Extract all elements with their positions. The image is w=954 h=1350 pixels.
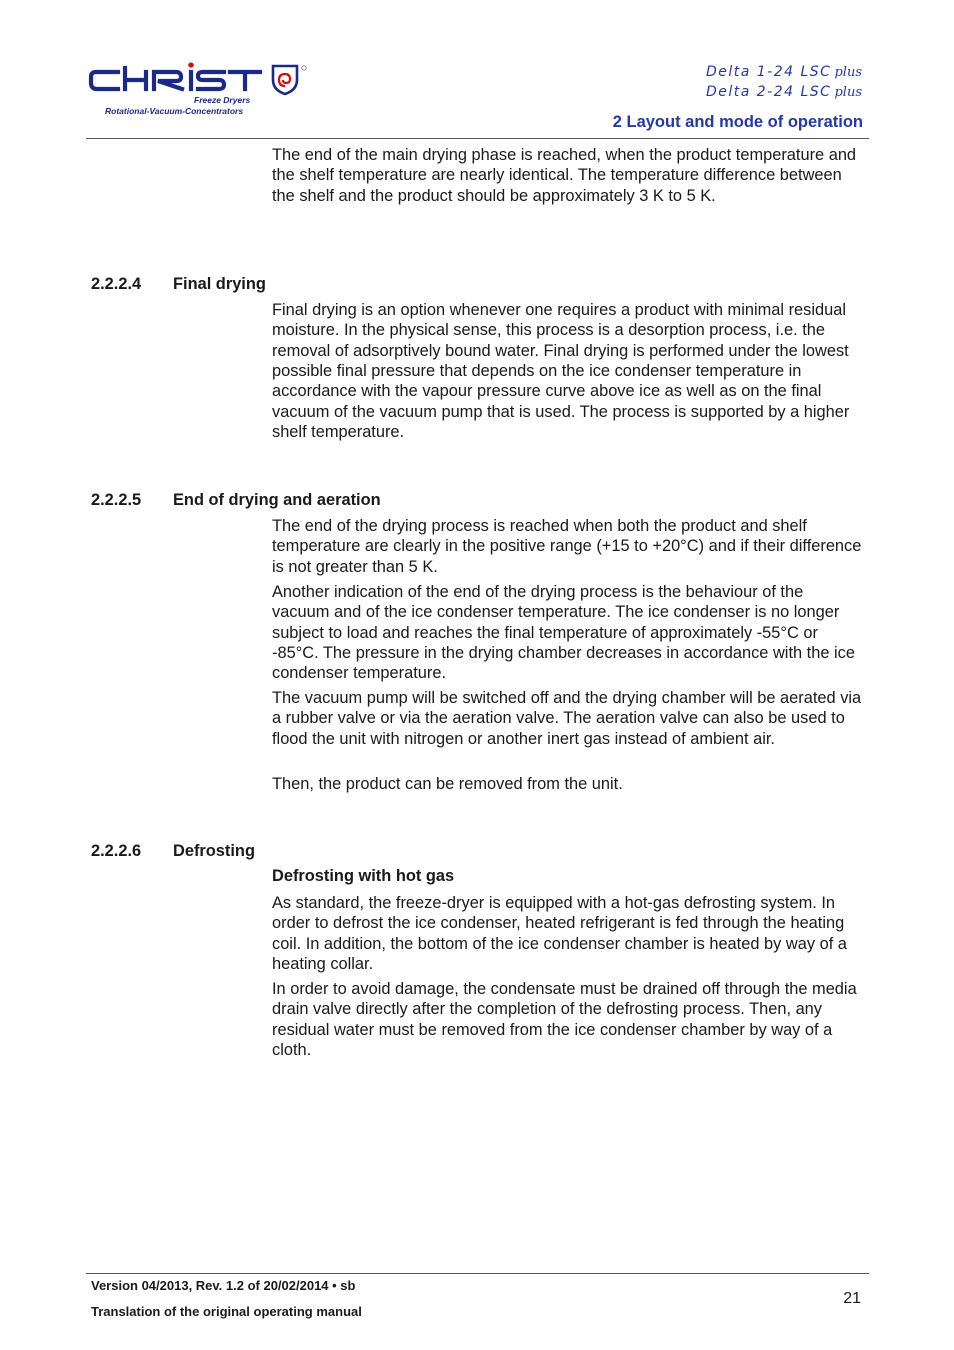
page-number: 21 (843, 1290, 861, 1307)
model-name-1-text: Delta 1-24 LSC (705, 64, 832, 80)
model-name-1 (706, 64, 862, 80)
logo-tagline-rvc: Rotational-Vacuum-Concentrators (105, 106, 244, 116)
section-number: 2.2.2.5 (91, 491, 142, 509)
paragraph-final-drying: Final drying is an option whenever one requires a product with minimal residual moisture. In the physical sense, this process is a desorption process, i.e. the removal of adsorptively bound water. Final drying is performed under the lowest possible final pressure that depends on the ice condenser temperature in accordance with the vapour pressure curve above ice as well as on the final vacuum of the vacuum pump that is used. The process is supported by a higher shelf temperature. (272, 301, 850, 442)
chapter-title: 2 Layout and mode of operation (612, 113, 863, 131)
section-number: 2.2.2.6 (91, 842, 142, 860)
section-heading-final-drying (91, 275, 266, 294)
section-title: Defrosting (173, 842, 255, 860)
model-suffix-1: plus (834, 65, 862, 80)
paragraph-end-of-drying-1: The end of the drying process is reached when both the product and shelf temperature are clearly in the positive range (+15 to +20°C) and if their difference is not greater than 5 K. (272, 517, 862, 576)
intro-paragraph: The end of the main drying phase is reached, when the product temperature and the shelf temperature are nearly identical. The temperature difference between the shelf and the product should be approximately 3 K to 5 K. (272, 146, 857, 205)
paragraph-end-of-drying-2: Another indication of the end of the drying process is the behaviour of the vacuum and of the ice condenser temperature. The ice condenser is no longer subject to load and reaches the final temperature of approximately -55°C or -85°C. The pressure in the drying chamber decreases in accordance with the ice condenser temperature. (272, 583, 855, 683)
header-divider (86, 138, 869, 139)
christ-wordmark-icon (88, 62, 318, 96)
logo-tagline-freeze-dryers: Freeze Dryers (194, 95, 251, 105)
section-heading-end-of-drying (91, 491, 381, 510)
paragraph-defrosting-1: As standard, the freeze-dryer is equipped with a hot-gas defrosting system. In order to defrost the ice condenser, heated refrigerant is fed through the heating coil. In addition, the bottom of the ice condenser chamber is heated by way of a heating collar. (272, 894, 847, 974)
section-title: Final drying (173, 275, 266, 293)
christ-logo (88, 62, 318, 120)
section-number: 2.2.2.4 (91, 275, 142, 293)
paragraph-end-of-drying-4: Then, the product can be removed from the unit. (272, 775, 623, 793)
model-name-2 (706, 84, 862, 100)
model-name-2-text: Delta 2-24 LSC (705, 84, 832, 100)
section-title: End of drying and aeration (173, 491, 381, 509)
subheading-defrosting-hot-gas: Defrosting with hot gas (272, 867, 455, 885)
footer-version: Version 04/2013, Rev. 1.2 of 20/02/2014 • sb (91, 1278, 356, 1293)
paragraph-end-of-drying-3: The vacuum pump will be switched off and the drying chamber will be aerated via a rubber valve or via the aeration valve. The aeration valve can also be used to flood the unit with nitrogen or another inert gas instead of ambient air. (272, 689, 862, 748)
footer-divider (86, 1273, 869, 1274)
model-suffix-2: plus (834, 85, 862, 100)
footer-translation-note: Translation of the original operating manual (91, 1304, 362, 1319)
section-heading-defrosting (91, 842, 255, 861)
paragraph-defrosting-2: In order to avoid damage, the condensate must be drained off through the media drain valve directly after the completion of the defrosting process. Then, any residual water must be removed from the ice condenser chamber by way of a cloth. (272, 980, 857, 1060)
